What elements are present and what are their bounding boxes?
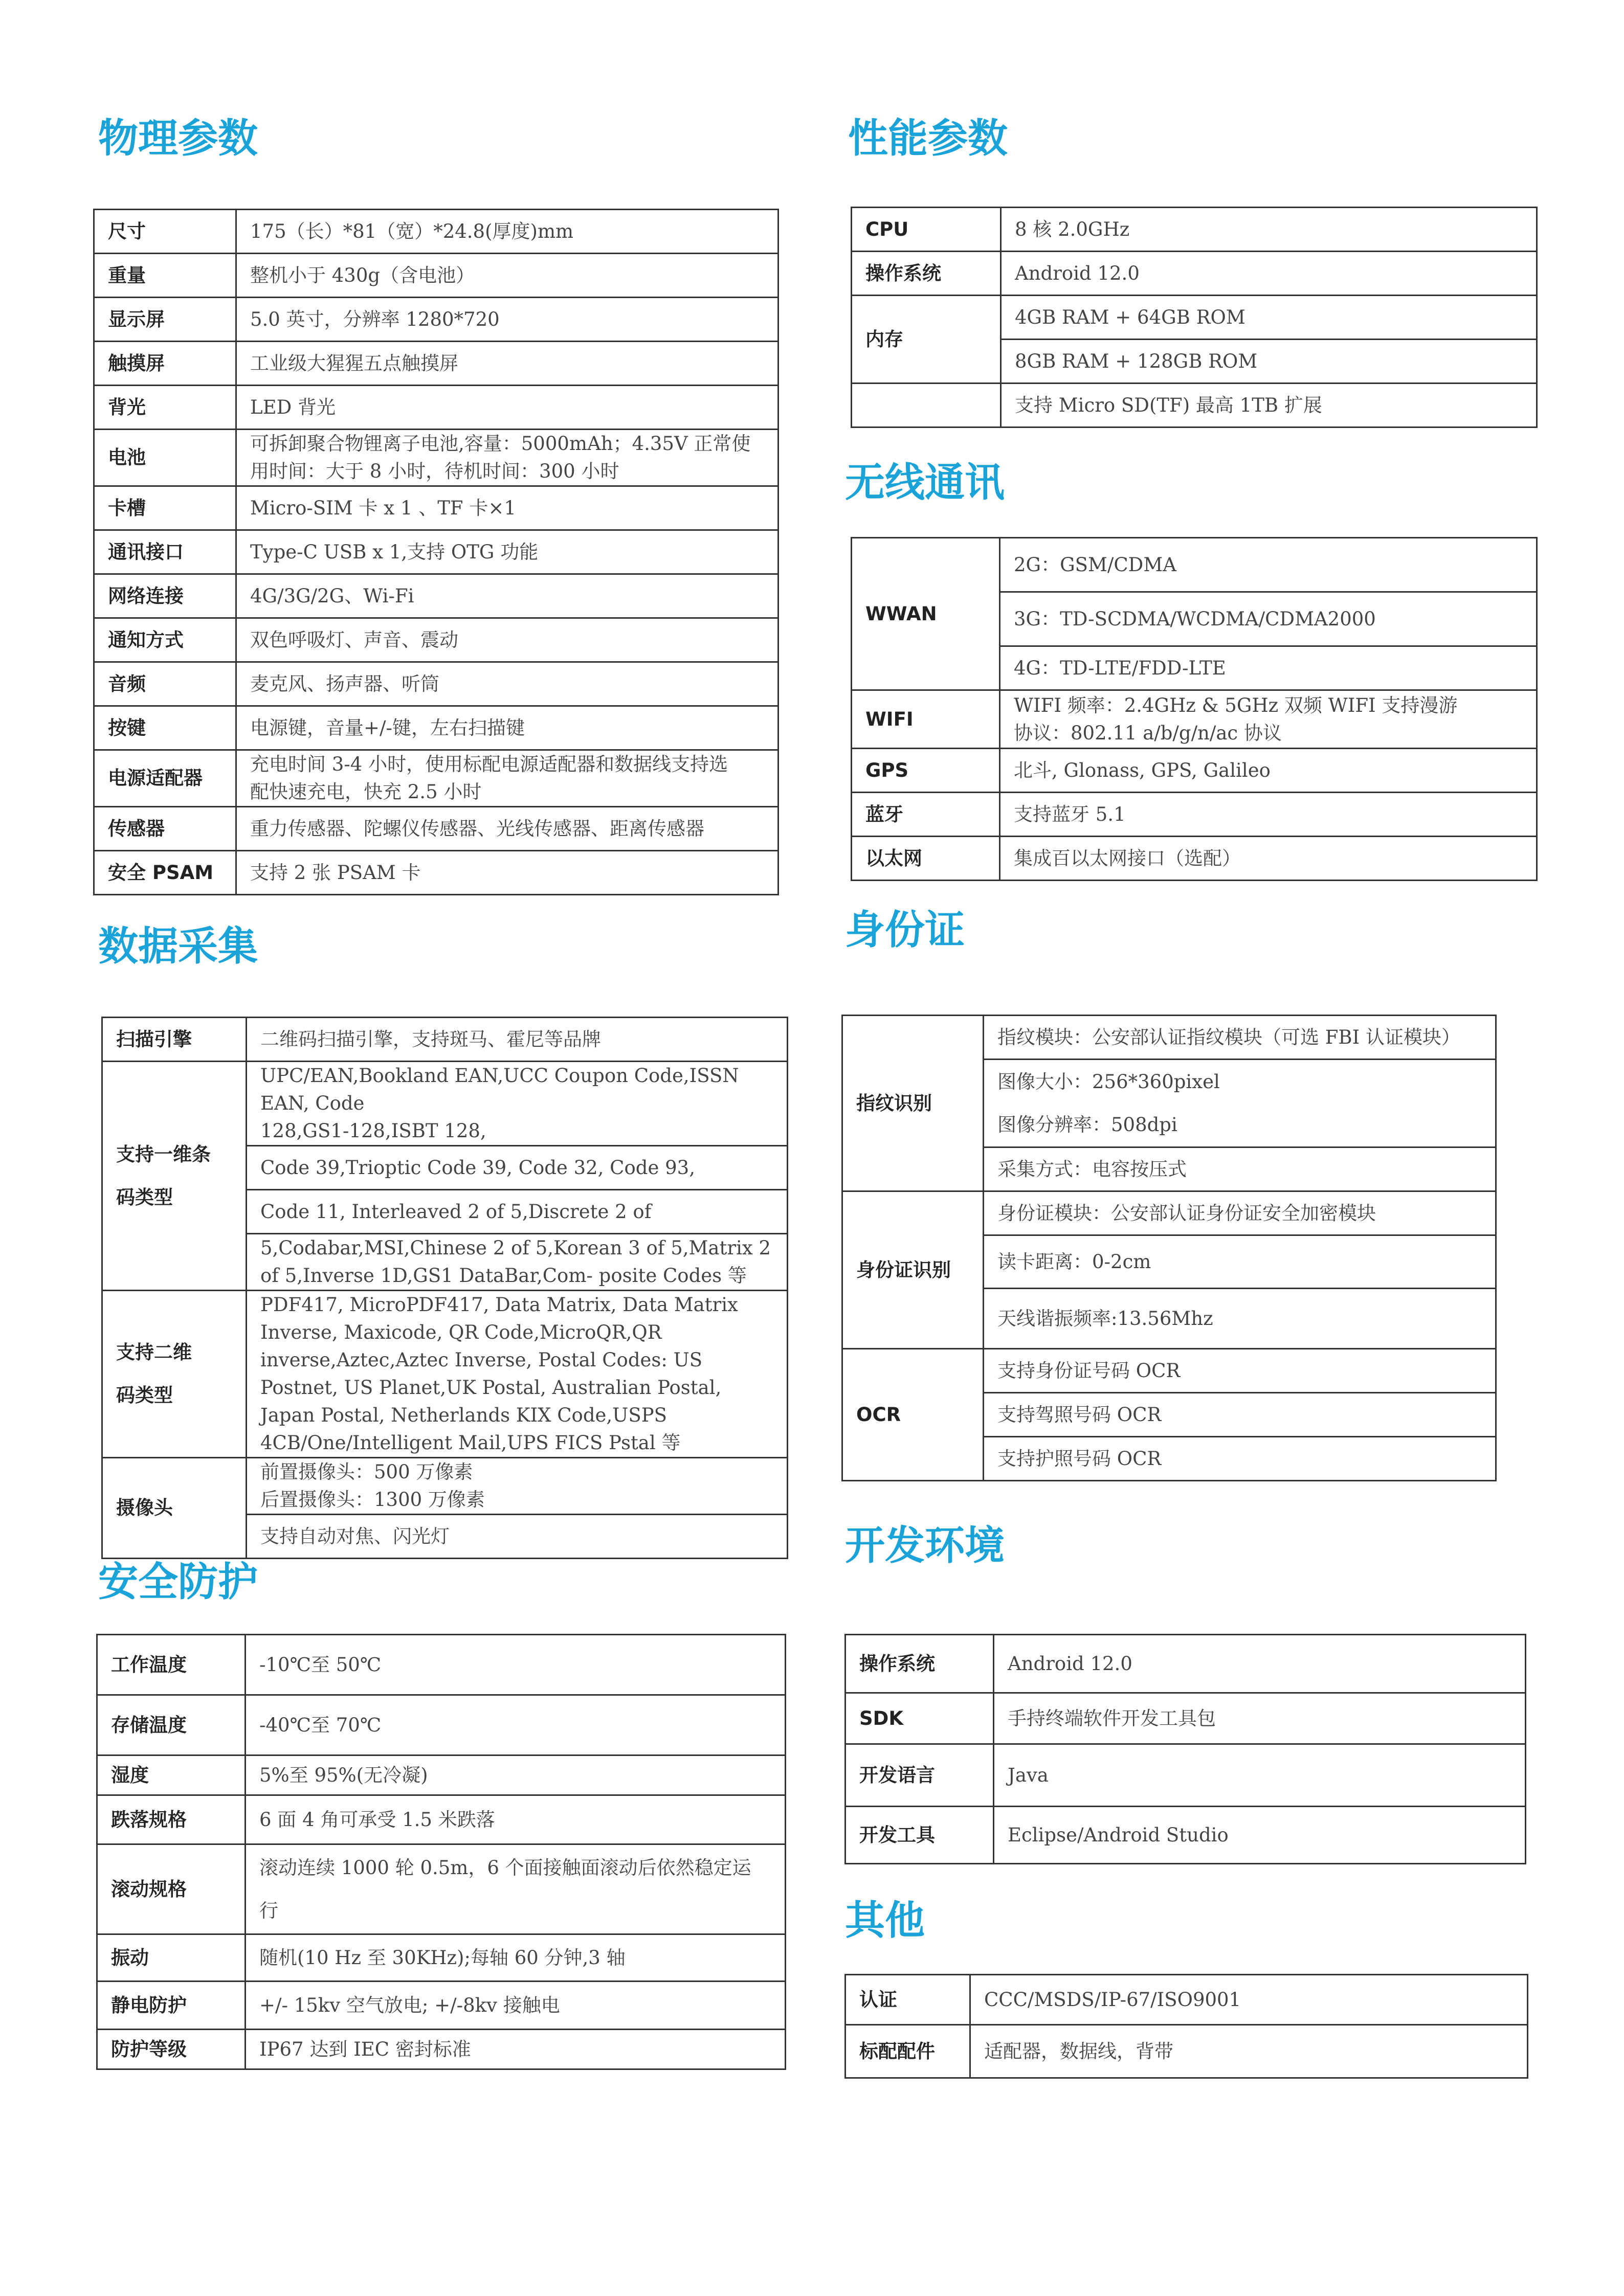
spec-key: 内存 [852,296,1001,384]
table-row [842,1016,1496,1060]
spec-value: 天线谐振频率:13.56Mhz [984,1289,1496,1349]
table-row [846,1635,1526,1693]
spec-key: 指纹识别 [842,1016,984,1191]
spec-value: 支持护照号码 OCR [984,1437,1496,1481]
spec-value: 支持身份证号码 OCR [984,1349,1496,1393]
section-title-physical: 物理参数 [98,116,258,162]
spec-value: -10℃至 50℃ [246,1635,786,1695]
spec-key: 尺寸 [94,210,236,254]
table-row [842,1349,1496,1393]
spec-key: 滚动规格 [97,1844,246,1934]
spec-key: 重量 [94,254,236,298]
table-row [102,1458,788,1515]
table-row [852,538,1537,592]
spec-key: 电源适配器 [94,750,236,807]
table-row [852,837,1537,881]
spec-value: 3G：TD-SCDMA/WCDMA/CDMA2000 [1000,592,1537,646]
table-row [846,1807,1526,1864]
spec-value: 工业级大猩猩五点触摸屏 [236,342,778,386]
spec-value: 175（长）*81（宽）*24.8(厚度)mm [236,210,778,254]
spec-value: UPC/EAN,Bookland EAN,UCC Coupon Code,ISSN EAN, Code 128,GS1-128,ISBT 128, [247,1062,788,1146]
spec-value: LED 背光 [236,386,778,430]
spec-key: 背光 [94,386,236,430]
spec-key: 静电防护 [97,1982,246,2030]
table-row [852,252,1537,296]
spec-key: OCR [842,1349,984,1481]
section-title-other: 其他 [845,1898,925,1944]
spec-value: 6 面 4 角可承受 1.5 米跌落 [246,1795,786,1844]
spec-key: 安全 PSAM [94,851,236,895]
table-row [94,750,778,807]
spec-value: 可拆卸聚合物锂离子电池,容量：5000mAh；4.35V 正常使 用时间：大于 8 小时，待机时间：300 小时 [236,430,778,486]
table-row [102,1291,788,1458]
spec-key: 网络连接 [94,574,236,618]
spec-key: 显示屏 [94,298,236,342]
spec-key: 操作系统 [846,1635,994,1693]
table-row [97,1635,786,1695]
physical-spec-table [93,209,779,895]
section-title-performance: 性能参数 [848,116,1008,162]
spec-key: 操作系统 [852,252,1001,296]
spec-key: 支持一维条 码类型 [102,1062,247,1291]
spec-value: 5.0 英寸，分辨率 1280*720 [236,298,778,342]
spec-key: 蓝牙 [852,793,1000,837]
section-title-safety: 安全防护 [98,1559,258,1605]
spec-value: 二维码扫描引擎，支持斑马、霍尼等品牌 [247,1018,788,1062]
spec-value: 北斗, Glonass, GPS, Galileo [1000,749,1537,793]
spec-value: 支持驾照号码 OCR [984,1393,1496,1437]
spec-key: 跌落规格 [97,1795,246,1844]
table-row [97,1795,786,1844]
spec-value: Android 12.0 [1001,252,1537,296]
spec-value: 8 核 2.0GHz [1001,208,1537,252]
spec-value: 重力传感器、陀螺仪传感器、光线传感器、距离传感器 [236,807,778,851]
section-title-capture: 数据采集 [98,924,258,970]
spec-value: 4G/3G/2G、Wi-Fi [236,574,778,618]
spec-key: 认证 [846,1975,970,2025]
spec-value: 指纹模块：公安部认证指纹模块（可选 FBI 认证模块） [984,1016,1496,1060]
table-row [94,706,778,750]
spec-key: 触摸屏 [94,342,236,386]
spec-value: 集成百以太网接口（选配） [1000,837,1537,881]
table-row [94,430,778,486]
spec-value: 读卡距离：0-2cm [984,1235,1496,1289]
table-row [852,208,1537,252]
spec-value: 身份证模块：公安部认证身份证安全加密模块 [984,1191,1496,1235]
spec-value: PDF417, MicroPDF417, Data Matrix, Data Matrix Inverse, Maxicode, QR Code,MicroQR,QR inverse,Aztec,Aztec Inverse, Postal Codes: US Postnet, US Planet,UK Postal, Australian Postal, Japan Postal, Netherlands KIX Code,USPS 4CB/One/Intelligent Mail,UPS FICS Pstal 等 [247,1291,788,1458]
table-row [97,2030,786,2069]
spec-value: 采集方式：电容按压式 [984,1147,1496,1191]
spec-value: 麦克风、扬声器、听筒 [236,662,778,706]
spec-key: 支持二维 码类型 [102,1291,247,1458]
table-row [852,384,1537,427]
spec-value: 整机小于 430g（含电池） [236,254,778,298]
table-row [852,749,1537,793]
spec-value: 前置摄像头：500 万像素 后置摄像头：1300 万像素 [247,1458,788,1515]
spec-value: Type-C USB x 1,支持 OTG 功能 [236,530,778,574]
spec-value: 滚动连续 1000 轮 0.5m，6 个面接触面滚动后依然稳定运 行 [246,1844,786,1934]
spec-value: Java [994,1744,1526,1807]
table-row [102,1018,788,1062]
table-row [852,296,1537,340]
safety-spec-table [96,1634,786,2070]
spec-value: 电源键，音量+/-键，左右扫描键 [236,706,778,750]
spec-value: 4G：TD-LTE/FDD-LTE [1000,646,1537,690]
table-row [97,1844,786,1934]
spec-value: 5%至 95%(无冷凝) [246,1755,786,1795]
table-row [102,1062,788,1146]
spec-key: GPS [852,749,1000,793]
dev-spec-table [844,1634,1526,1864]
other-spec-table [844,1974,1528,2079]
table-row [94,298,778,342]
section-title-idcard: 身份证 [845,907,965,953]
spec-value: 5,Codabar,MSI,Chinese 2 of 5,Korean 3 of 5,Matrix 2 of 5,Inverse 1D,GS1 DataBar,Com- posite Codes 等 [247,1234,788,1291]
spec-value: CCC/MSDS/IP-67/ISO9001 [970,1975,1528,2025]
spec-value: Eclipse/Android Studio [994,1807,1526,1864]
spec-value: Micro-SIM 卡 x 1 、TF 卡×1 [236,486,778,530]
table-row [94,210,778,254]
table-row [97,1755,786,1795]
spec-key: 通知方式 [94,618,236,662]
spec-key: 工作温度 [97,1635,246,1695]
spec-key: WWAN [852,538,1000,690]
spec-value: 支持 2 张 PSAM 卡 [236,851,778,895]
table-row [94,618,778,662]
table-row [97,1934,786,1982]
spec-key: 湿度 [97,1755,246,1795]
spec-value: 2G：GSM/CDMA [1000,538,1537,592]
table-row [97,1695,786,1755]
table-row [842,1191,1496,1235]
spec-key: 开发语言 [846,1744,994,1807]
spec-key: 防护等级 [97,2030,246,2069]
table-row [94,342,778,386]
spec-key: 扫描引擎 [102,1018,247,1062]
spec-value: 双色呼吸灯、声音、震动 [236,618,778,662]
spec-value: 适配器，数据线，背带 [970,2025,1528,2078]
table-row [94,486,778,530]
performance-spec-table [851,207,1538,428]
spec-key: 摄像头 [102,1458,247,1559]
table-row [846,1744,1526,1807]
table-row [94,807,778,851]
spec-key: 身份证识别 [842,1191,984,1349]
spec-value: +/- 15kv 空气放电; +/-8kv 接触电 [246,1982,786,2030]
spec-key: 开发工具 [846,1807,994,1864]
spec-key: 卡槽 [94,486,236,530]
table-row [94,386,778,430]
spec-key [852,384,1001,427]
spec-key: 按键 [94,706,236,750]
spec-key: SDK [846,1693,994,1744]
spec-value: 8GB RAM + 128GB ROM [1001,340,1537,384]
table-row [94,574,778,618]
spec-value: -40℃至 70℃ [246,1695,786,1755]
table-row [846,1975,1528,2025]
table-row [852,793,1537,837]
table-row [94,530,778,574]
spec-key: CPU [852,208,1001,252]
spec-key: 存储温度 [97,1695,246,1755]
spec-value: 图像大小：256*360pixel 图像分辨率：508dpi [984,1060,1496,1147]
spec-value: Code 11, Interleaved 2 of 5,Discrete 2 of [247,1190,788,1234]
spec-key: 振动 [97,1934,246,1982]
spec-value: Android 12.0 [994,1635,1526,1693]
spec-value: Code 39,Trioptic Code 39, Code 32, Code 93, [247,1146,788,1190]
spec-value: 支持蓝牙 5.1 [1000,793,1537,837]
spec-key: 音频 [94,662,236,706]
wireless-spec-table [851,537,1538,881]
spec-value: 充电时间 3-4 小时，使用标配电源适配器和数据线支持选 配快速充电，快充 2.5 小时 [236,750,778,807]
spec-value: 随机(10 Hz 至 30KHz);每轴 60 分钟,3 轴 [246,1934,786,1982]
spec-key: WIFI [852,690,1000,749]
spec-key: 通讯接口 [94,530,236,574]
table-row [846,2025,1528,2078]
idcard-spec-table [841,1015,1497,1481]
table-row [97,1982,786,2030]
section-title-wireless: 无线通讯 [845,460,1005,506]
spec-key: 以太网 [852,837,1000,881]
table-row [846,1693,1526,1744]
table-row [94,662,778,706]
spec-key: 传感器 [94,807,236,851]
section-title-dev: 开发环境 [845,1523,1005,1569]
capture-spec-table [101,1017,788,1559]
table-row [852,690,1537,749]
spec-value: 支持自动对焦、闪光灯 [247,1515,788,1559]
spec-value: WIFI 频率：2.4GHz & 5GHz 双频 WIFI 支持漫游 协议：802.11 a/b/g/n/ac 协议 [1000,690,1537,749]
spec-value: 4GB RAM + 64GB ROM [1001,296,1537,340]
spec-key: 电池 [94,430,236,486]
table-row [94,851,778,895]
spec-value: 支持 Micro SD(TF) 最高 1TB 扩展 [1001,384,1537,427]
spec-key: 标配配件 [846,2025,970,2078]
spec-value: 手持终端软件开发工具包 [994,1693,1526,1744]
spec-value: IP67 达到 IEC 密封标准 [246,2030,786,2069]
table-row [94,254,778,298]
